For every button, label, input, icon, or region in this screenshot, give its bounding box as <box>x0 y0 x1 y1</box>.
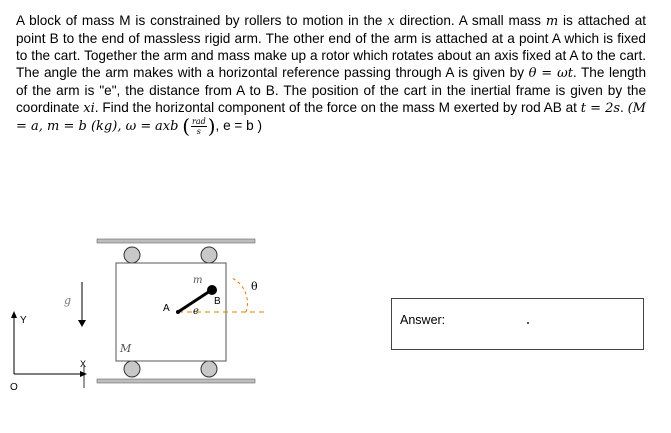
theta-equation: θ = ωt <box>528 66 573 81</box>
cart-rotor-diagram <box>0 228 300 398</box>
problem-text: is attached at point B to the end of massless rigid arm. The other end of the arm is attached at a point A which is fixed to the cart. Together the arm and mass make up a rotor which rotates about an axis fixed at A to the cart. The angle the arm makes with a horizontal reference passing through A is given by <box>16 13 647 80</box>
fraction-numerator: rad <box>192 117 206 126</box>
problem-text: . <box>620 100 624 115</box>
label-e: e <box>193 306 199 317</box>
answer-label: Answer: <box>400 313 446 327</box>
x-arrowhead <box>80 371 87 377</box>
problem-text: A block of mass M is constrained by rollers to motion in the <box>16 13 383 28</box>
problem-text: . Find the horizontal component of the force on the mass M exerted by rod AB at <box>94 100 577 115</box>
bottom-rail <box>97 379 255 383</box>
label-m-small: m <box>193 275 203 286</box>
coordinate-xi: xi <box>83 101 95 116</box>
pivot-a <box>176 310 180 314</box>
top-rail <box>97 239 255 243</box>
variable-x: x <box>387 14 395 29</box>
roller-top-right <box>201 247 217 263</box>
cursor-dot <box>527 322 529 324</box>
problem-text: . The length of the arm is "e", the distance from A to B. The position of the cart in the inertial frame is given by the coordinate <box>16 65 647 115</box>
theta-arc <box>232 278 247 312</box>
fraction-denominator: s <box>196 127 201 136</box>
roller-top-left <box>124 247 140 263</box>
problem-statement <box>16 12 646 136</box>
gravity-arrowhead <box>78 320 86 327</box>
label-mass-cart: M <box>120 342 132 355</box>
label-g: g <box>64 294 72 307</box>
answer-input[interactable] <box>462 309 638 333</box>
mass-b <box>207 285 217 295</box>
label-x: X <box>80 359 87 369</box>
paren-close: ) <box>207 114 216 138</box>
problem-paragraph <box>16 12 646 136</box>
label-b: B <box>214 296 221 307</box>
label-y: Y <box>20 315 27 326</box>
given-values: , e = b ) <box>215 118 263 134</box>
answer-box <box>391 298 644 350</box>
given-values: (M = a, m = b (kg), ω = <box>16 101 646 135</box>
problem-text: direction. A small mass <box>399 13 541 28</box>
label-a: A <box>163 303 170 314</box>
label-theta: θ <box>251 280 258 293</box>
paren-open: ( <box>182 114 190 138</box>
roller-bottom-left <box>124 361 140 377</box>
variable-m: m <box>545 14 559 29</box>
given-values: axb <box>155 119 179 135</box>
time-equation: t = 2s <box>580 101 621 116</box>
unit-fraction <box>191 117 207 136</box>
label-o: O <box>10 382 18 393</box>
y-arrowhead <box>11 311 17 318</box>
roller-bottom-right <box>201 361 217 377</box>
